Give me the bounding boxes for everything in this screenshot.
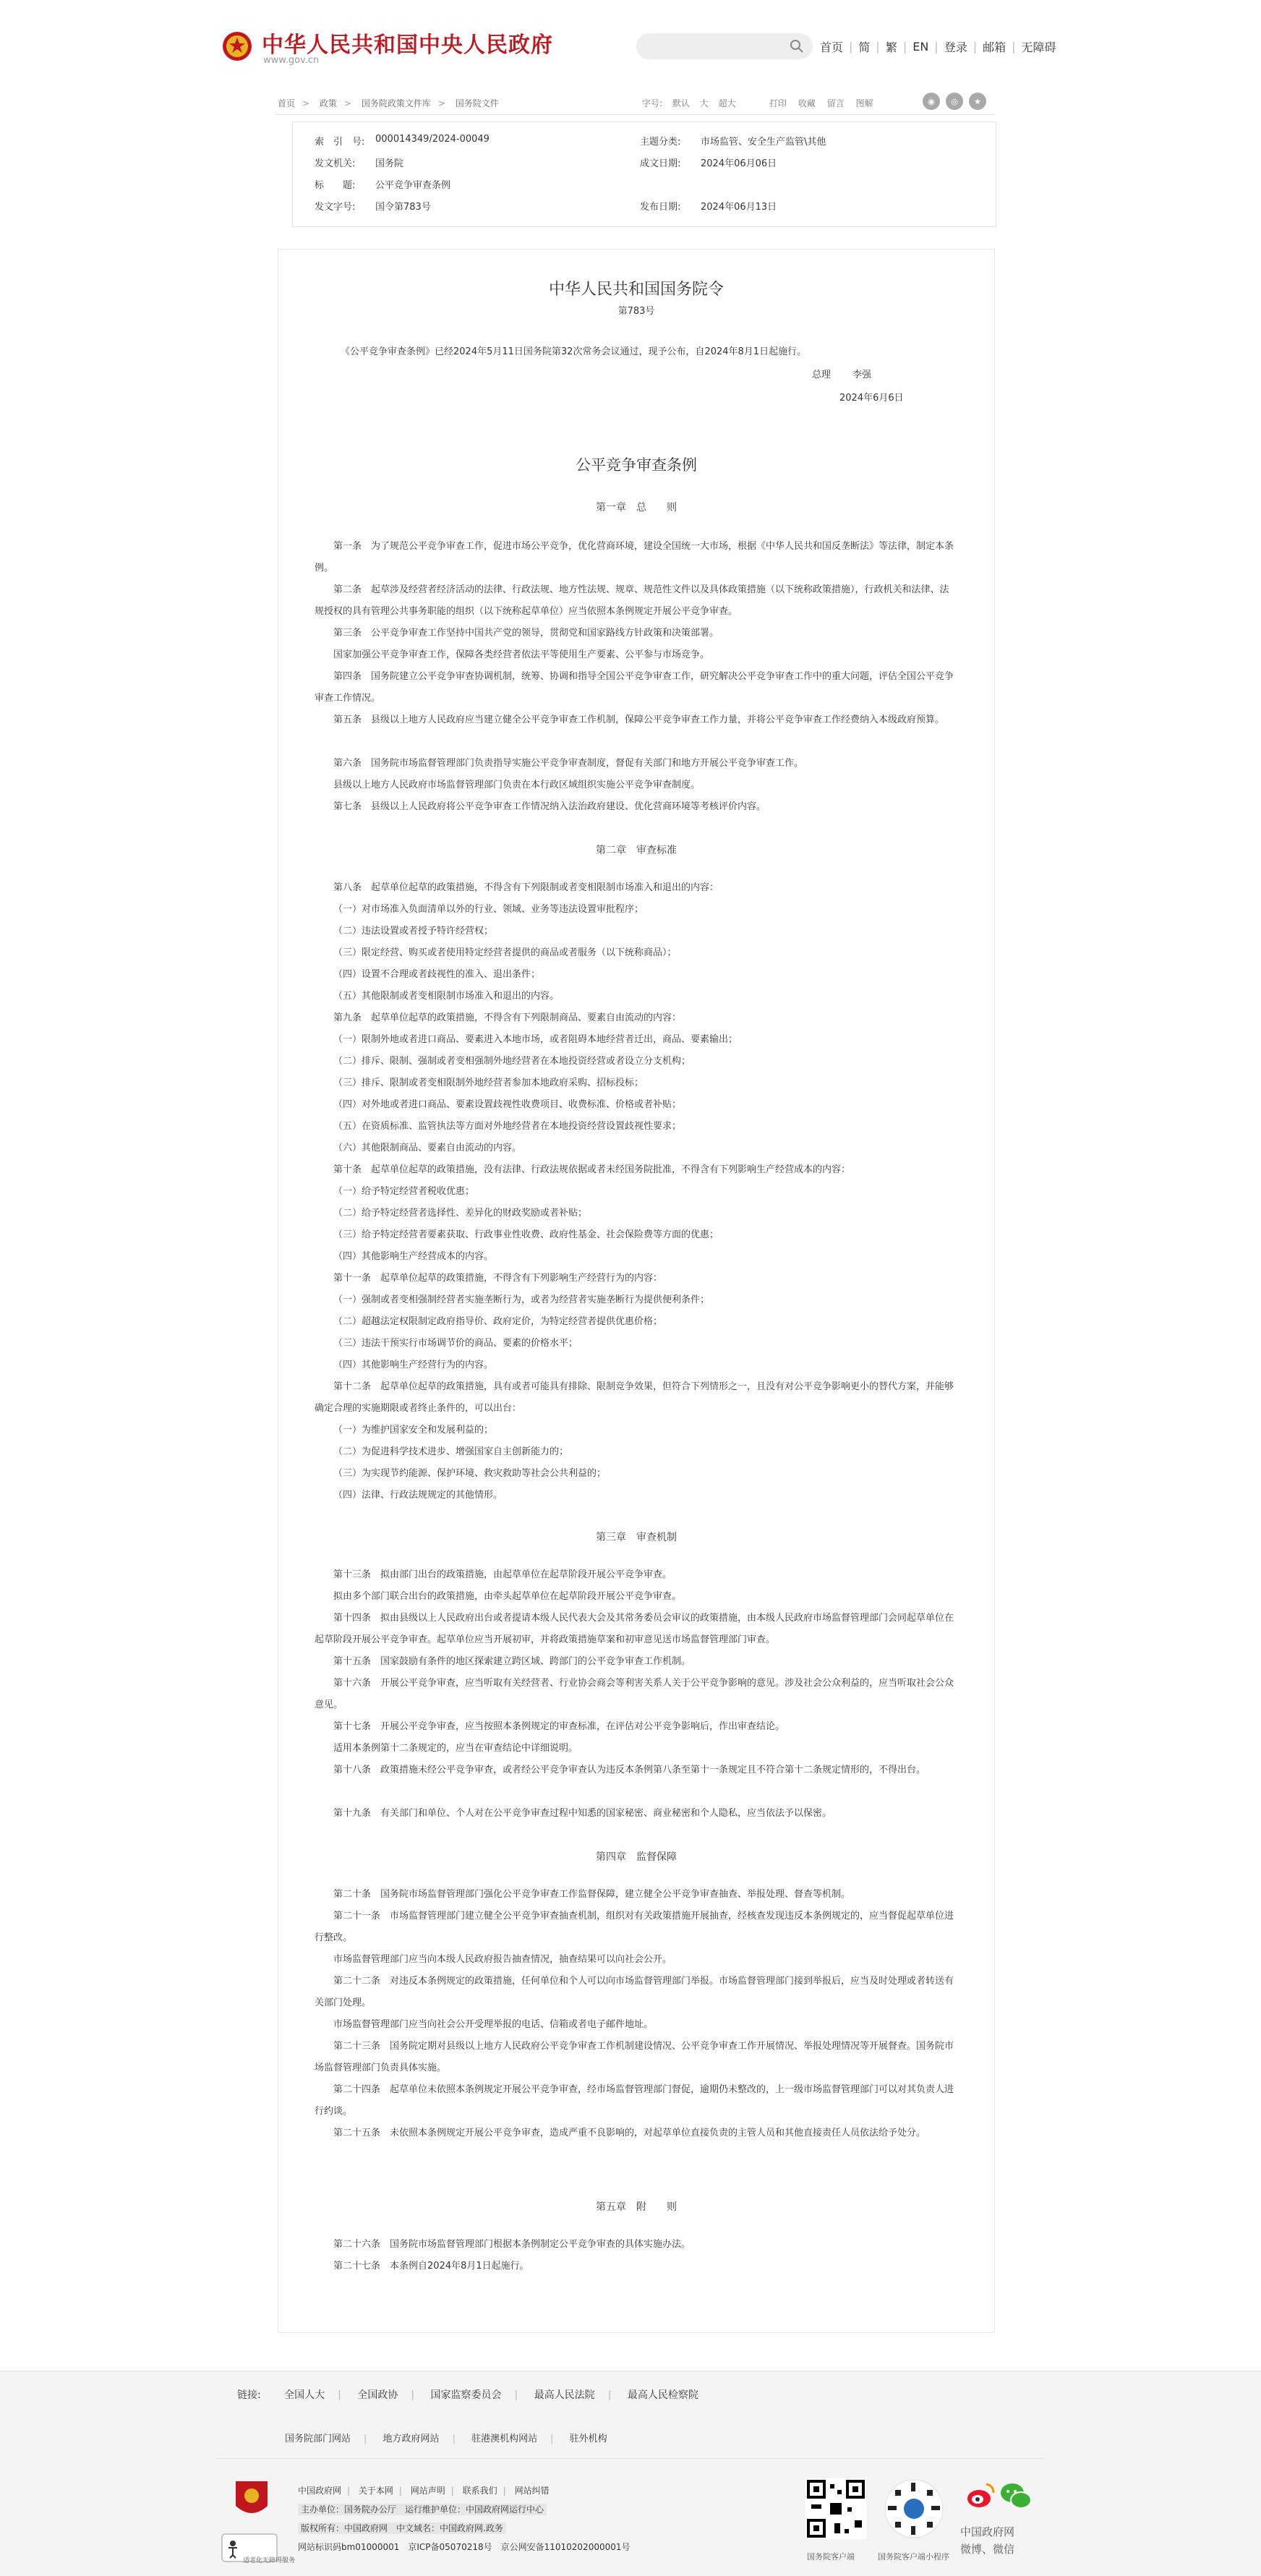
footer-link[interactable]: 国家监察委员会 xyxy=(430,2389,502,2401)
meta-row xyxy=(315,155,980,173)
article-item: （一）给予特定经营者税收优惠； xyxy=(333,1186,475,1197)
divider: | xyxy=(452,2434,456,2444)
footer-info-link[interactable]: 联系我们 xyxy=(462,2486,497,2496)
article-item: （三）给予特定经营者要素获取、行政事业性收费、政府性基金、社会保险费等方面的优惠； xyxy=(333,1229,719,1240)
article-paragraph: 国家加强公平竞争审查工作，保障各类经营者依法平等使用生产要素、公平参与市场竞争。 xyxy=(333,649,710,660)
breadcrumb xyxy=(278,97,499,109)
article-paragraph: 第二十三条 国务院定期对县级以上地方人民政府公平竞争审查工作机制建设情况、公平竞争审查工作开展情况、举报处理情况等开展督查。国务院市场监督管理部门负责具体实施。 xyxy=(315,2041,954,2073)
divider: | xyxy=(550,2434,554,2444)
footer-link[interactable]: 最高人民检察院 xyxy=(627,2389,698,2401)
article-item: （四）设置不合理或者歧视性的准入、退出条件； xyxy=(333,969,541,980)
article-paragraph: 第二条 起草涉及经营者经济活动的法律、行政法规、地方性法规、规章、规范性文件以及具体政策措施（以下统称政策措施），行政机关和法律、法规授权的具有管理公共事务职能的组织（以下统称起草单位）应当依照本条例规定开展公平竞争审查。 xyxy=(315,584,949,617)
footer-link[interactable]: 国务院部门网站 xyxy=(285,2434,351,2444)
article-paragraph: 第十九条 有关部门和单位、个人对在公平竞争审查过程中知悉的国家秘密、商业秘密和个人隐私，应当依法予以保密。 xyxy=(333,1808,832,1819)
article-item: （五）其他限制或者变相限制市场准入和退出的内容。 xyxy=(333,991,560,1002)
breadcrumb-sep: > xyxy=(302,98,310,108)
qr-label: 国务院客户端 xyxy=(807,2552,855,2562)
meta-value: 2024年06月06日 xyxy=(701,158,777,169)
font-size-tools xyxy=(642,97,743,109)
meta-value: 国令第783号 xyxy=(375,202,431,213)
nav-mail[interactable]: 邮箱 xyxy=(983,40,1006,54)
client-qr-code-icon xyxy=(805,2478,866,2539)
article-paragraph: 第二十条 国务院市场监督管理部门强化公平竞争审查工作监督保障，建立健全公平竞争审查抽查、举报处理、督查等机制。 xyxy=(333,1889,851,1900)
nav-traditional[interactable]: 繁 xyxy=(885,40,897,54)
footer-link[interactable]: 驻港澳机构网站 xyxy=(471,2434,538,2444)
footer-link[interactable]: 全国政协 xyxy=(357,2389,398,2401)
links-label: 链接: xyxy=(237,2389,261,2401)
nav-english[interactable]: EN xyxy=(912,39,929,54)
article-item: （四）其他影响生产经营成本的内容。 xyxy=(333,1251,494,1262)
divider: | xyxy=(934,39,939,54)
article-paragraph: 第四条 国务院建立公平竞争审查协调机制，统筹、协调和指导全国公平竞争审查工作，研究解决公平竞争审查工作中的重大问题，评估全国公平竞争审查工作情况。 xyxy=(315,671,954,704)
nav-accessibility[interactable]: 无障碍 xyxy=(1021,40,1056,54)
search-icon[interactable] xyxy=(790,39,804,54)
article-item: （二）为促进科学技术进步、增强国家自主创新能力的； xyxy=(333,1446,569,1457)
article-item: （四）其他影响生产经营行为的内容。 xyxy=(333,1360,494,1370)
meta-label: 发文字号: xyxy=(315,202,356,213)
star-share-icon[interactable]: ★ xyxy=(969,93,986,110)
document-meta-table xyxy=(292,121,996,227)
wechat-icon[interactable] xyxy=(999,2480,1033,2512)
social-label-line: 中国政府网 xyxy=(960,2525,1015,2538)
meta-label: 发布日期: xyxy=(640,202,681,213)
chapter-heading: 第三章 审查机制 xyxy=(596,1532,677,1543)
article-paragraph: 第二十七条 本条例自2024年8月1日起施行。 xyxy=(333,2261,529,2272)
article-item: （二）排斥、限制、强制或者变相强制外地经营者在本地投资经营或者设立分支机构； xyxy=(333,1056,691,1067)
divider: | xyxy=(398,2486,402,2496)
national-emblem-icon[interactable] xyxy=(221,29,253,64)
article-paragraph: 第二十五条 未依照本条例规定开展公平竞争审查，造成严重不良影响的，对起草单位直接负责的主管人员和其他直接责任人员依法给予处分。 xyxy=(333,2128,926,2138)
article-item: （二）给予特定经营者选择性、差异化的财政奖励或者补贴； xyxy=(333,1208,588,1219)
footer-info-link[interactable]: 关于本网 xyxy=(358,2486,393,2496)
article-item: （三）为实现节约能源、保护环境、救灾救助等社会公共利益的； xyxy=(333,1468,607,1479)
site-header xyxy=(0,0,1261,81)
record-info: 网站标识码bm01000001 京ICP备05070218号 京公网安备11010202000001号 xyxy=(298,2542,630,2552)
page-tools xyxy=(769,97,882,109)
divider: | xyxy=(876,39,880,54)
article-paragraph: 市场监督管理部门应当向社会公开受理举报的电话、信箱或者电子邮件地址。 xyxy=(333,2019,654,2030)
article-paragraph: 第十三条 拟由部门出台的政策措施，由起草单位在起草阶段开展公平竞争审查。 xyxy=(333,1569,672,1580)
article-paragraph: 第二十二条 对违反本条例规定的政策措施，任何单位和个人可以向市场监督管理部门举报。市场监督管理部门接到举报后，应当及时处理或者转送有关部门处理。 xyxy=(315,1976,954,2008)
sign-date: 2024年6月6日 xyxy=(839,393,904,404)
divider: | xyxy=(347,2486,351,2496)
chapter-heading: 第五章 附 则 xyxy=(596,2201,677,2213)
article-item: （四）法律、行政法规规定的其他情形。 xyxy=(333,1490,503,1501)
nav-simplified[interactable]: 简 xyxy=(858,40,871,54)
article-item: （三）排斥、限制或者变相限制外地经营者参加本地政府采购、招标投标； xyxy=(333,1078,644,1088)
divider: | xyxy=(973,39,978,54)
divider: | xyxy=(1012,39,1016,54)
article-paragraph: 第九条 起草单位起草的政策措施，不得含有下列限制商品、要素自由流动的内容： xyxy=(333,1012,682,1023)
print-button[interactable]: 打印 xyxy=(769,98,787,108)
article-paragraph: 第十二条 起草单位起草的政策措施，具有或者可能具有排除、限制竞争效果，但符合下列情形之一，且没有对公平竞争影响更小的替代方案，并能够确定合理的实施期限或者终止条件的，可以出台： xyxy=(315,1381,954,1414)
divider: | xyxy=(503,2486,506,2496)
divider: | xyxy=(607,2389,612,2401)
article-item: （二）超越法定权限制定政府指导价、政府定价，为特定经营者提供优惠价格； xyxy=(333,1316,663,1327)
divider: | xyxy=(364,2434,367,2444)
search-input[interactable] xyxy=(648,33,781,61)
footer-divider xyxy=(217,2458,1044,2459)
site-footer xyxy=(0,2371,1261,2576)
copyright-info: 版权所有：中国政府网 中文域名：中国政府网.政务 xyxy=(298,2522,506,2534)
site-title[interactable]: 中华人民共和国中央人民政府 xyxy=(262,33,553,58)
article-paragraph: 第十五条 国家鼓励有条件的地区探索建立跨区域、跨部门的公平竞争审查工作机制。 xyxy=(333,1656,691,1667)
footer-link[interactable]: 最高人民法院 xyxy=(534,2389,595,2401)
weibo-icon[interactable] xyxy=(965,2480,996,2512)
article-paragraph: 适用本条例第十二条规定的，应当在审查结论中详细说明。 xyxy=(333,1743,578,1754)
meta-value: 000014349/2024-00049 xyxy=(375,134,490,145)
nav-login[interactable]: 登录 xyxy=(944,40,967,54)
article-item: （六）其他限制商品、要素自由流动的内容。 xyxy=(333,1143,522,1153)
meta-value: 国务院 xyxy=(375,158,404,169)
preamble: 《公平竞争审查条例》已经2024年5月11日国务院第32次常务会议通过，现予公布，自2024年8月1日起施行。 xyxy=(341,346,807,357)
article-item: （一）限制外地或者进口商品、要素进入本地市场，或者阻碍本地经营者迁出，商品、要素输出； xyxy=(333,1034,738,1045)
article-paragraph: 第二十四条 起草单位未依照本条例规定开展公平竞争审查，经市场监督管理部门督促，逾期仍未整改的，上一级市场监督管理部门可以对其负责人进行约谈。 xyxy=(315,2084,954,2117)
article-paragraph: 第十一条 起草单位起草的政策措施，不得含有下列影响生产经营行为的内容： xyxy=(333,1273,663,1284)
article-paragraph: 拟由多个部门联合出台的政策措施，由牵头起草单位在起草阶段开展公平竞争审查。 xyxy=(333,1591,682,1602)
divider: | xyxy=(902,39,907,54)
meta-value: 公平竞争审查条例 xyxy=(375,180,451,191)
footer-info-links xyxy=(298,2481,630,2500)
share-buttons xyxy=(923,93,986,110)
breadcrumb-policy[interactable]: 政策 xyxy=(319,98,337,108)
article-item: （一）为维护国家安全和发展利益的； xyxy=(333,1425,494,1436)
font-default-button[interactable]: 默认 xyxy=(672,98,690,108)
qr-label: 国务院客户端小程序 xyxy=(878,2552,949,2562)
signer-role: 总理 xyxy=(812,370,832,380)
breadcrumb-docs[interactable]: 国务院文件 xyxy=(455,98,499,108)
footer-info-link[interactable]: 中国政府网 xyxy=(298,2486,342,2496)
divider: | xyxy=(411,2389,415,2401)
meta-label: 主题分类: xyxy=(640,137,681,148)
site-url: www.gov.cn xyxy=(263,55,320,66)
party-government-badge-icon[interactable] xyxy=(231,2478,272,2522)
footer-link[interactable]: 驻外机构 xyxy=(569,2434,607,2444)
sponsor-info: 主办单位：国务院办公厅 运行维护单位：中国政府网运行中心 xyxy=(298,2504,547,2515)
mini-program-qr-code-icon xyxy=(884,2478,944,2539)
divider: | xyxy=(849,39,853,54)
divider: | xyxy=(514,2389,518,2401)
chapter-heading: 第四章 监督保障 xyxy=(596,1851,677,1863)
article-item: （三）限定经营、购买或者使用特定经营者提供的商品或者服务（以下统称商品）； xyxy=(333,947,677,958)
meta-label: 发文机关: xyxy=(315,158,356,169)
signer-name: 李强 xyxy=(852,370,872,380)
wechat-share-icon[interactable]: ◎ xyxy=(946,93,963,110)
article-item: （一）对市场准入负面清单以外的行业、领域、业务等违法设置审批程序； xyxy=(333,904,644,915)
chapter-heading: 第二章 审查标准 xyxy=(596,845,677,856)
article-paragraph: 第三条 公平竞争审查工作坚持中国共产党的领导，贯彻党和国家路线方针政策和决策部署。 xyxy=(333,628,719,639)
chapter-heading: 第一章 总 则 xyxy=(596,502,677,513)
breadcrumb-sep: > xyxy=(437,98,445,108)
font-large-button[interactable]: 大 xyxy=(699,98,709,108)
divider: | xyxy=(450,2486,454,2496)
meta-row xyxy=(315,134,980,151)
meta-row xyxy=(315,199,980,216)
article-paragraph: 第十七条 开展公平竞争审查，应当按照本条例规定的审查标准，在评估对公平竞争影响后，作出审查结论。 xyxy=(333,1721,785,1732)
social-label xyxy=(960,2523,1014,2558)
article-paragraph: 市场监督管理部门应当向本级人民政府报告抽查情况，抽查结果可以向社会公开。 xyxy=(333,1954,672,1965)
site-group-links xyxy=(285,2431,607,2444)
access-label: 适老化无障碍服务 xyxy=(243,2557,296,2564)
article-paragraph: 第十八条 政策措施未经公平竞争审查，或者经公平竞争审查认为违反本条例第八条至第十一条规定且不符合第十二条规定情形的，不得出台。 xyxy=(333,1765,926,1775)
footer-link[interactable]: 全国人大 xyxy=(284,2389,325,2401)
meta-row xyxy=(315,177,980,195)
divider: | xyxy=(338,2389,341,2401)
nav-home[interactable]: 首页 xyxy=(820,40,844,54)
article-item: （四）对外地或者进口商品、要素设置歧视性收费项目、收费标准、价格或者补贴； xyxy=(333,1099,682,1110)
font-size-label: 字号: xyxy=(642,98,663,108)
top-nav xyxy=(820,38,1056,55)
article-paragraph: 第一条 为了规范公平竞争审查工作，促进市场公平竞争，优化营商环境，建设全国统一大市场，根据《中华人民共和国反垄断法》等法律，制定本条例。 xyxy=(315,541,954,573)
article-paragraph: 第十四条 拟由县级以上人民政府出台或者提请本级人民代表大会及其常务委员会审议的政策措施，由本级人民政府市场监督管理部门会同起草单位在起草阶段开展公平竞争审查。起草单位应当开展初审，并将政策措施草案和初审意见送市场监督管理部门审查。 xyxy=(315,1613,954,1645)
comment-button[interactable]: 留言 xyxy=(826,98,845,108)
social-label-line: 微博、微信 xyxy=(960,2543,1015,2556)
article-item: （二）违法设置或者授予特许经营权； xyxy=(333,926,494,937)
footer-info xyxy=(298,2481,630,2556)
meta-value: 市场监管、安全生产监管\其他 xyxy=(701,137,826,148)
breadcrumb-sep: > xyxy=(343,98,351,108)
article-item: （一）强制或者变相强制经营者实施垄断行为，或者为经营者实施垄断行为提供便利条件； xyxy=(333,1295,710,1305)
breadcrumb-home[interactable]: 首页 xyxy=(278,98,296,108)
article-paragraph: 第五条 县级以上地方人民政府应当建立健全公平竞争审查工作机制，保障公平竞争审查工作力量，并将公平竞争审查工作经费纳入本级政府预算。 xyxy=(333,715,945,725)
article-paragraph: 第二十六条 国务院市场监督管理部门根据本条例制定公平竞争审查的具体实施办法。 xyxy=(333,2239,691,2250)
meta-label: 标 题: xyxy=(315,180,356,191)
article-paragraph: 第八条 起草单位起草的政策措施，不得含有下列限制或者变相限制市场准入和退出的内容： xyxy=(333,882,719,893)
meta-label: 索 引 号: xyxy=(315,137,365,148)
article-paragraph: 第十条 起草单位起草的政策措施，没有法律、行政法规依据或者未经国务院批准，不得含有下列影响生产经营成本的内容： xyxy=(333,1164,851,1175)
graphic-button[interactable]: 图解 xyxy=(855,98,873,108)
article-paragraph: 县级以上地方人民政府市场监督管理部门负责在本行政区域组织实施公平竞争审查制度。 xyxy=(333,780,701,790)
weibo-share-icon[interactable]: ◉ xyxy=(923,93,940,110)
breadcrumb-library[interactable]: 国务院政策文件库 xyxy=(361,98,431,108)
external-links xyxy=(237,2387,698,2402)
footer-info-link[interactable]: 网站纠错 xyxy=(514,2486,550,2496)
footer-info-link[interactable]: 网站声明 xyxy=(410,2486,445,2496)
meta-label: 成文日期: xyxy=(640,158,681,169)
article-item: （三）违法干预实行市场调节价的商品、要素的价格水平； xyxy=(333,1338,578,1349)
favorite-button[interactable]: 收藏 xyxy=(798,98,816,108)
law-title: 公平竞争审查条例 xyxy=(576,456,697,474)
order-number: 第783号 xyxy=(617,306,655,317)
meta-value: 2024年06月13日 xyxy=(701,202,777,213)
article-paragraph: 第二十一条 市场监督管理部门建立健全公平竞争审查抽查机制，组织对有关政策措施开展抽查，经核查发现违反本条例规定的，应当督促起草单位进行整改。 xyxy=(315,1911,954,1943)
order-title: 中华人民共和国国务院令 xyxy=(548,281,724,299)
article-paragraph: 第十六条 开展公平竞争审查，应当听取有关经营者、行业协会商会等利害关系人关于公平竞争影响的意见。涉及社会公众利益的，应当听取社会公众意见。 xyxy=(315,1678,954,1710)
font-xlarge-button[interactable]: 超大 xyxy=(718,98,736,108)
breadcrumb-bar xyxy=(275,93,995,115)
footer-link[interactable]: 地方政府网站 xyxy=(382,2434,440,2444)
article-paragraph: 第六条 国务院市场监督管理部门负责指导实施公平竞争审查制度，督促有关部门和地方开展公平竞争审查工作。 xyxy=(333,758,804,769)
article-paragraph: 第七条 县级以上人民政府将公平竞争审查工作情况纳入法治政府建设、优化营商环境等考核评价内容。 xyxy=(333,801,766,812)
article-body xyxy=(278,249,995,2333)
article-item: （五）在资质标准、监管执法等方面对外地经营者在本地投资经营设置歧视性要求； xyxy=(333,1121,682,1132)
search-box xyxy=(636,33,813,59)
